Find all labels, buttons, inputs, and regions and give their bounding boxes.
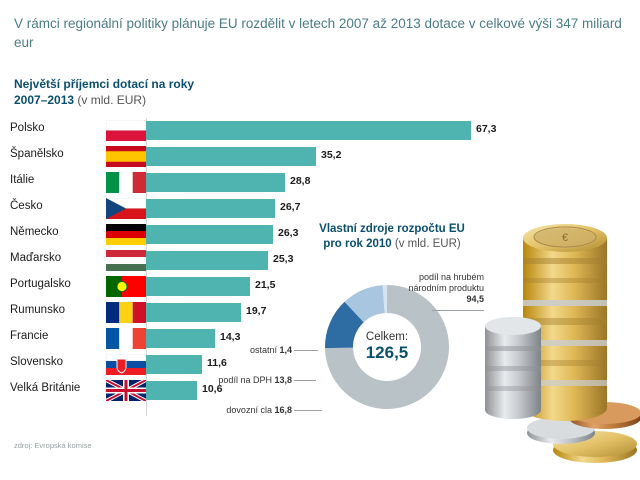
bar-value: 25,3 — [273, 253, 294, 265]
flag-portugal-icon — [106, 276, 146, 297]
bar-fill — [146, 121, 471, 140]
donut-leader-cla — [294, 410, 322, 411]
bar-fill — [146, 329, 215, 348]
donut-label-ostatni-value: 1,4 — [279, 345, 292, 355]
bar-fill — [146, 303, 241, 322]
donut-title-unit: (v mld. EUR) — [391, 238, 461, 250]
flag-france-icon — [106, 328, 146, 349]
donut-label-dph-value: 13,8 — [274, 375, 292, 385]
bar-label: Slovensko — [10, 356, 64, 368]
bar-chart-title-unit: (v mld. EUR) — [74, 93, 147, 107]
flag-germany-icon — [106, 224, 146, 245]
bar-label: Maďarsko — [10, 252, 62, 264]
source-note: zdroj: Evropská komise — [14, 441, 92, 450]
bar-fill — [146, 147, 316, 166]
bar-value: 19,7 — [246, 305, 267, 317]
bar-fill — [146, 277, 250, 296]
donut-chart-title — [292, 222, 492, 252]
bar-value: 26,3 — [278, 227, 299, 239]
bar-fill — [146, 381, 197, 400]
flag-romania-icon — [106, 302, 146, 323]
donut-total-value: 126,5 — [365, 343, 409, 362]
bar-value: 21,5 — [255, 279, 276, 291]
bar-row — [10, 170, 480, 196]
flag-spain-icon — [106, 146, 146, 167]
bar-fill — [146, 355, 202, 374]
donut-label-hnp-text: podíl na hrubém národním produktu — [408, 272, 484, 293]
donut-label-ostatni-text: ostatní — [249, 345, 277, 355]
bar-chart-title — [14, 76, 294, 108]
bar-row — [10, 196, 480, 222]
donut-label-dph — [210, 375, 292, 386]
donut-label-cla-value: 16,8 — [274, 405, 292, 415]
bar-value: 28,8 — [290, 175, 311, 187]
flag-united-kingdom-icon — [106, 380, 146, 401]
bar-label: Velká Británie — [10, 382, 81, 394]
bar-row — [10, 118, 497, 144]
donut-title-line2 — [292, 237, 492, 252]
flag-poland-icon — [106, 120, 146, 141]
donut-label-cla — [210, 405, 292, 416]
euro-coin-stack-photo — [465, 150, 640, 480]
bar-value: 10,6 — [202, 383, 223, 395]
bar-fill — [146, 225, 273, 244]
flag-czechia-icon — [106, 198, 146, 219]
bar-row — [10, 144, 480, 170]
donut-label-cla-text: dovozní cla — [226, 405, 272, 415]
bar-label: Německo — [10, 226, 59, 238]
flag-hungary-icon — [106, 250, 146, 271]
donut-total-label: Celkem: — [365, 331, 409, 343]
donut-label-dph-text: podíl na DPH — [218, 375, 272, 385]
bar-chart-title-years: 2007–2013 — [14, 93, 75, 107]
bar-label: Francie — [10, 330, 49, 342]
donut-leader-dph — [294, 380, 316, 381]
headline-text: V rámci regionální politiky plánuje EU rozdělit v letech 2007 až 2013 dotace v celkové výši 347 miliard eur — [14, 16, 622, 50]
bar-value: 67,3 — [476, 123, 497, 135]
donut-title-year: pro rok 2010 — [323, 238, 392, 250]
bar-value: 35,2 — [321, 149, 342, 161]
bar-value: 11,6 — [207, 357, 227, 369]
flag-italy-icon — [106, 172, 146, 193]
bar-label: Španělsko — [10, 148, 64, 160]
flag-slovakia-icon — [106, 354, 146, 375]
bar-fill — [146, 251, 268, 270]
donut-title-line1: Vlastní zdroje rozpočtu EU — [319, 223, 465, 235]
bar-label: Portugalsko — [10, 278, 71, 290]
bar-label: Česko — [10, 200, 43, 212]
donut-label-hnp-value: 94,5 — [466, 294, 484, 304]
donut-label-ostatni — [230, 345, 292, 356]
bar-value: 14,3 — [220, 331, 241, 343]
bar-value: 26,7 — [280, 201, 301, 213]
svg-text:€: € — [561, 232, 569, 244]
bar-fill — [146, 173, 285, 192]
donut-leader-ostatni — [294, 350, 318, 351]
bar-label: Polsko — [10, 122, 45, 134]
bar-fill — [146, 199, 275, 218]
bar-label: Rumunsko — [10, 304, 65, 316]
bar-chart-title-line1: Největší příjemci dotací na roky — [14, 77, 195, 91]
bar-label: Itálie — [10, 174, 35, 186]
bar-chart-title-line2 — [14, 92, 294, 108]
